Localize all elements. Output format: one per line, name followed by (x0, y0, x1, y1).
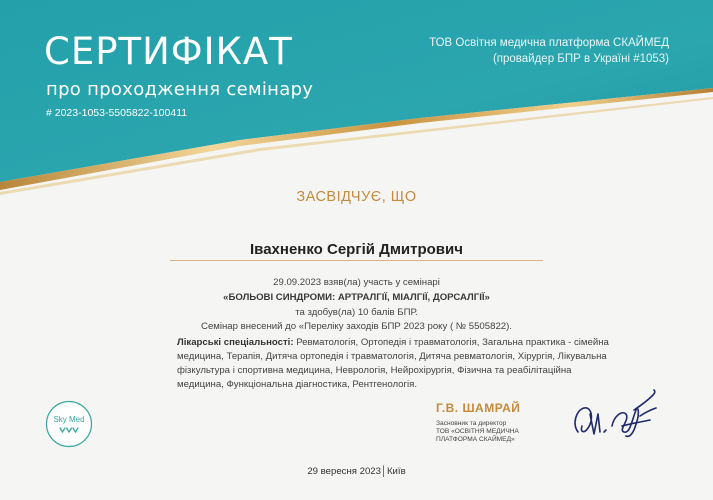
signer-role-line1: Засновник та директор (436, 420, 507, 427)
points-line: та здобув(ла) 10 балів БПР. (295, 307, 418, 318)
logo-text: Sky Med (53, 415, 85, 424)
certificate-subtitle: про проходження семінару (46, 79, 314, 100)
signature-image (570, 380, 660, 445)
specialties-label: Лікарські спеціальності: (177, 337, 294, 348)
signer-role-line2: ТОВ «ОСВІТНЯ МЕДИЧНА (436, 428, 519, 435)
specialties-paragraph (177, 336, 617, 392)
organization-name: ТОВ Освітня медична платформа СКАЙМЕД (429, 37, 669, 49)
registry-line: Семінар внесений до «Переліку заходів БПР 2023 року ( № 5505822). (201, 321, 512, 332)
date-and-place: 29 вересня 2023│Київ (307, 466, 406, 477)
specialties-text: Ревматологія, Ортопедія і травматологія, Загальна практика - сімейна медицина, Терапія, Дитяча ортопедія і травматологія, Дитяча ревматологія, Хірургія, Лікувальна фізкультура і спортивна медицина, Неврологія, Нейрохірургія, Фізична та реабілітаційна медицина, Функціональна діагностика, Рентгенологія. (177, 337, 609, 390)
name-underline (170, 260, 543, 261)
seminar-title: «БОЛЬОВІ СИНДРОМИ: АРТРАЛГІЇ, МІАЛГІЇ, ДОРСАЛГІЇ» (223, 292, 490, 303)
certifies-heading: ЗАСВІДЧУЄ, ЩО (296, 189, 417, 205)
sky-med-logo (45, 400, 93, 448)
signer-name: Г.В. ШАМРАЙ (436, 401, 521, 415)
organization-provider: (провайдер БПР в Україні #1053) (492, 53, 669, 65)
certificate-title: СЕРТИФІКАТ (44, 30, 293, 73)
certificate-number: # 2023-1053-5505822-100411 (46, 107, 188, 119)
recipient-name: Івахненко Сергій Дмитрович (250, 241, 463, 258)
signer-role-line3: ПЛАТФОРМА СКАЙМЕД» (436, 436, 515, 443)
signer-role (436, 420, 576, 444)
participation-line: 29.09.2023 взяв(ла) участь у семінарі (273, 277, 440, 288)
